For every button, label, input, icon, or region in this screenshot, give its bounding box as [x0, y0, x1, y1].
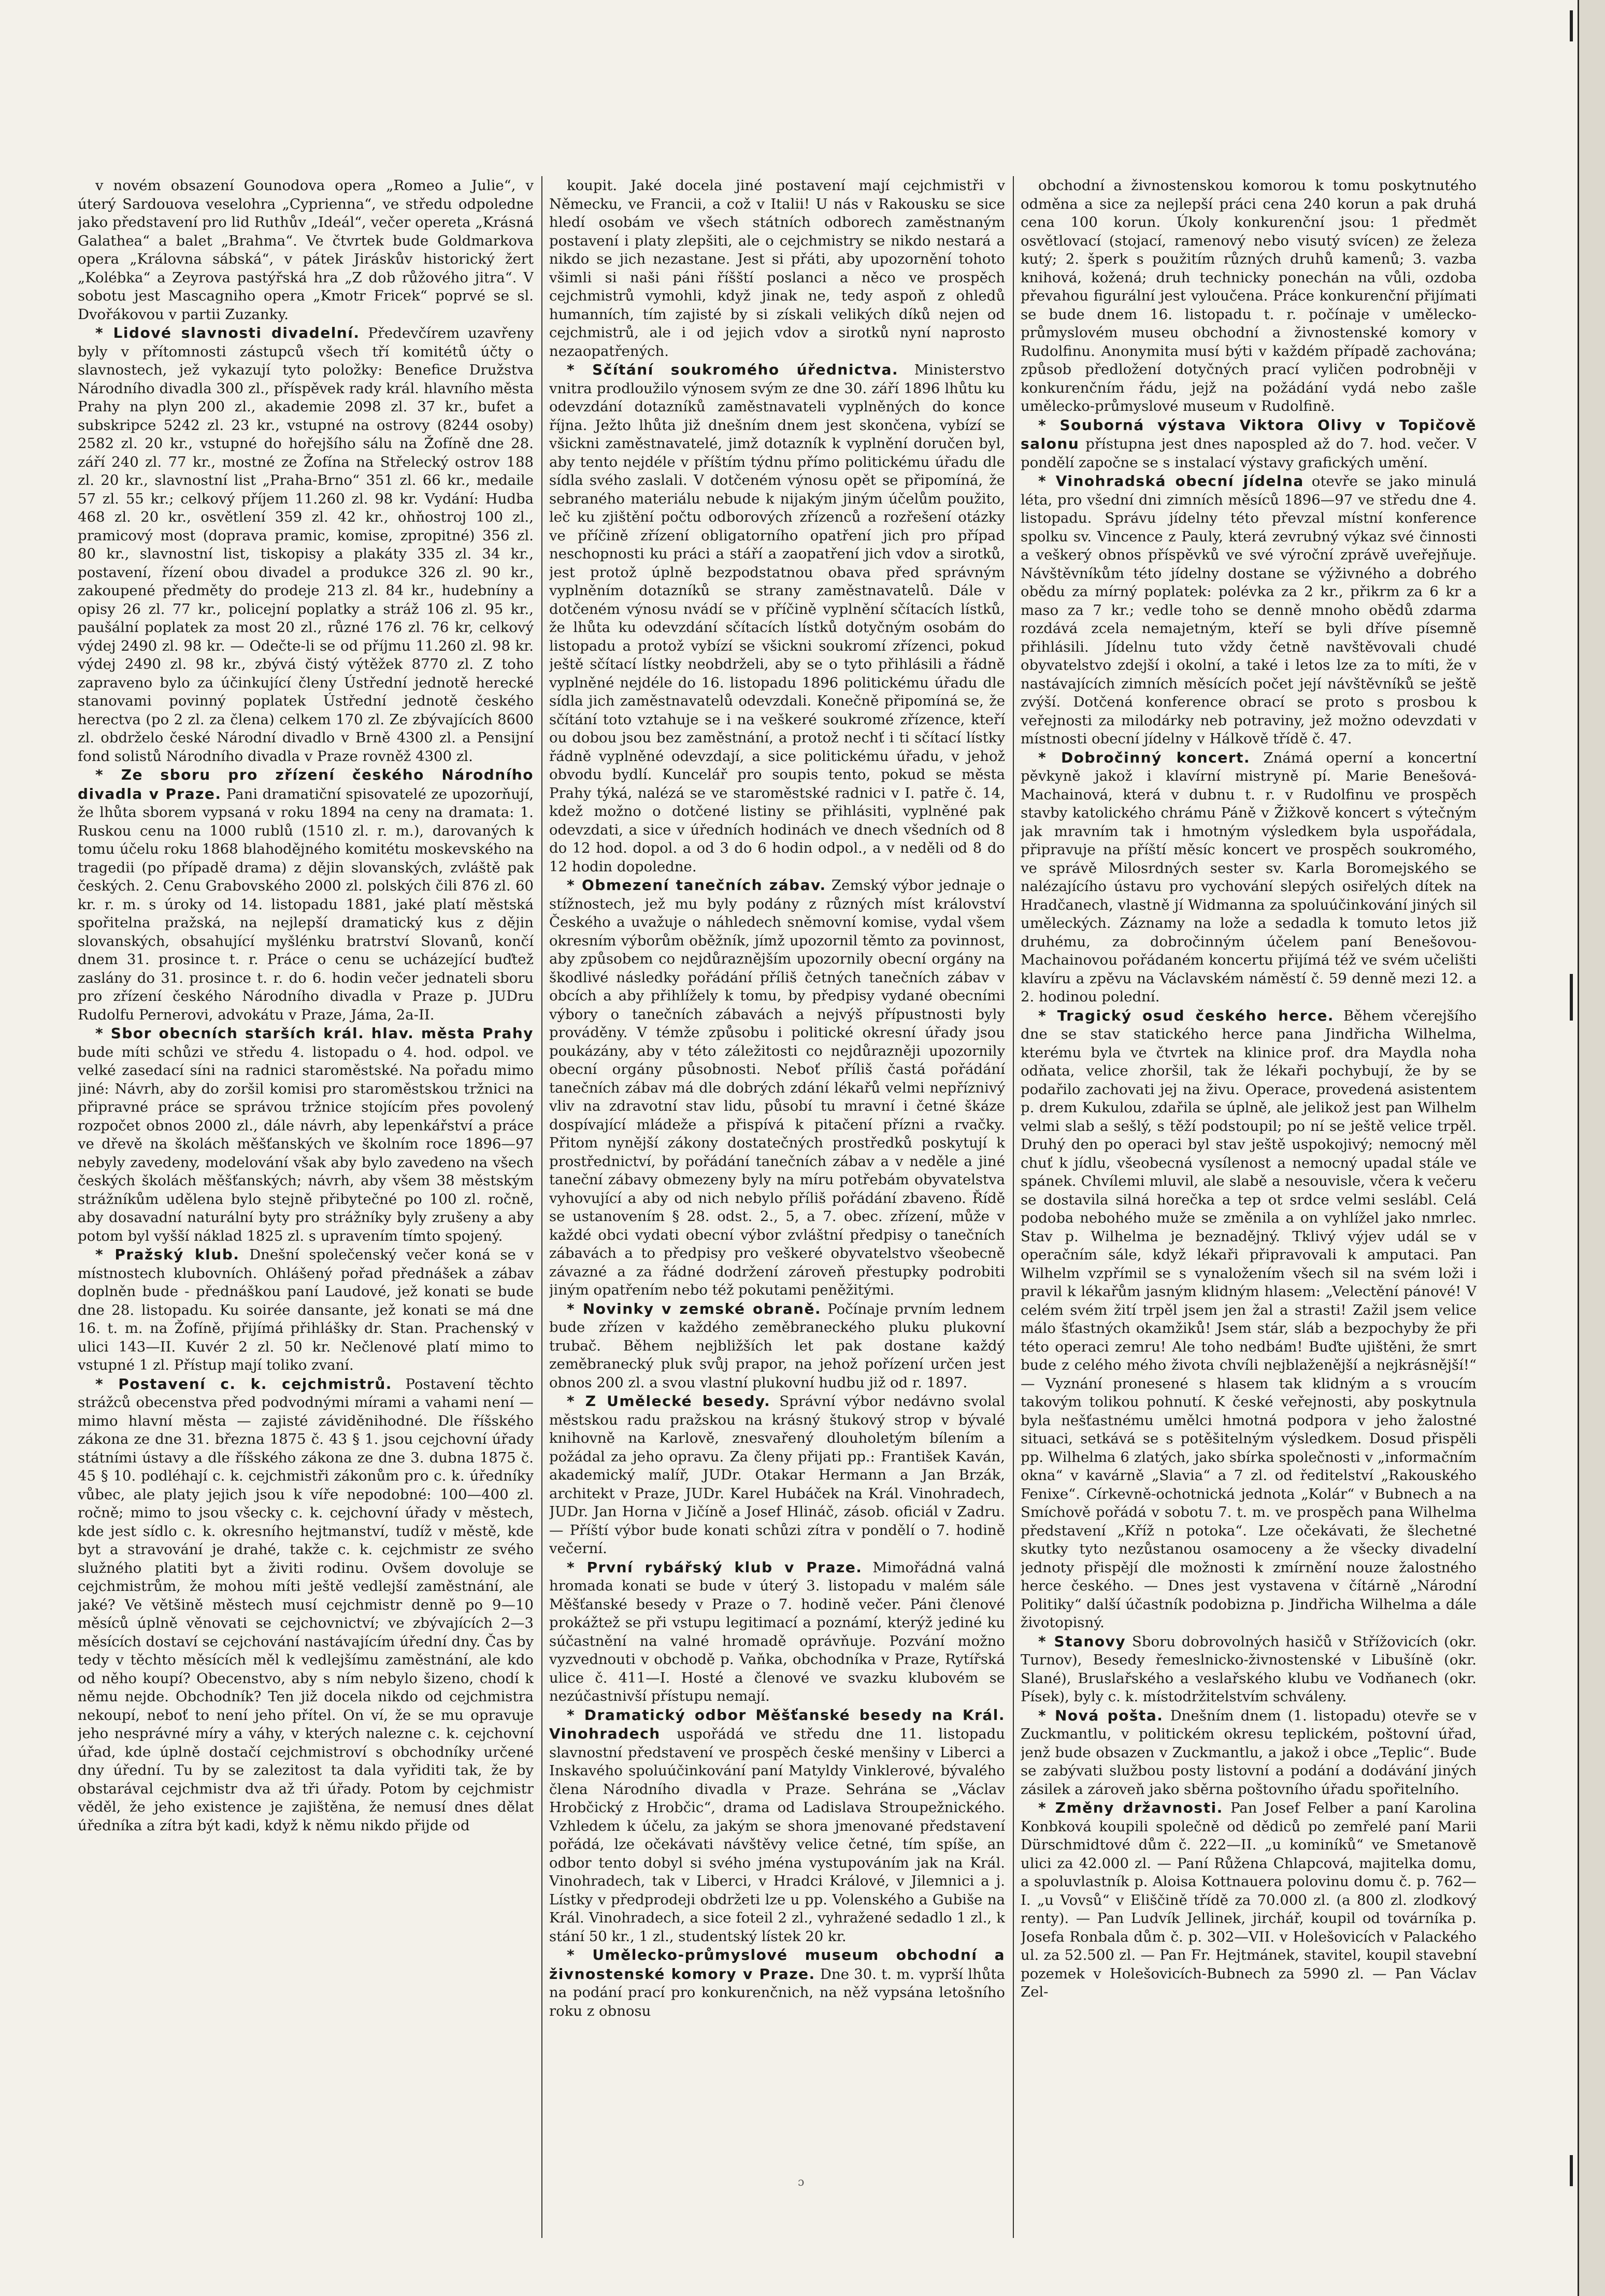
news-item-headline: * Postavení c. k. cejchmistrů. [95, 1375, 392, 1393]
news-item-text: bude míti schůzi ve středu 4. listopadu o 4. hod. odpol. ve velké zasedací síni na radnici staroměstské. Na pořadu mimo jiné: Návrh, aby do zoršil komisi pro staroměstskou tržnici na připravné práce se správou tržnice stojícím přes povolený rozpočet obnos 2000 zl., dále návrh, aby lepenkářství a práce ve dřevě na školách měšťanských ve školním roce 1896—97 nebyly zavedeny, modelování však aby bylo zavedeno na všech českých školách měšťanských; návrh, aby všem 38 městským strážníkům udělena bylo stejně přibytečné po 100 zl. ročně, aby dosavadní naturální byty pro strážníky byly zrušeny a aby potom byl vyšší náklad 1825 zl. s upravením tímto spojený. [78, 1043, 534, 1244]
news-item-text: koupit. Jaké docela jiné postavení mají cejchmistři v Německu, ve Francii, a což v Italii! U nás v Rakousku se sice hledí osobám ve všech státních odborech zaměstnaným postavení i platy zlepšiti, ale o cejchmistry se nikdo nestará a nikdo se jich nezastane. Jest si přáti, aby upozornění tohoto všimli si naši páni říšští poslanci a něco ve prospěch cejchmistrů vymohli, když jinak ne, tedy aspoň z ohledů humanních, tím zajisté by si získali velikých díků nejen od cejchmistrů, ale i od jejich vdov a sirotků nyní naprosto nezaopatřených. [549, 177, 1005, 360]
column-rule [541, 176, 542, 2238]
column-2 [549, 176, 1005, 2238]
news-item-text: Počínaje prvním lednem bude zřízen v každého zeměbraneckého pluku plukovní trubač. Během nejbližších let pak dostane každý zeměbranecký pluk svůj prapor, na jehož pořízení určen jest obnos 200 zl. a svou vlastní plukovní hudbu již od r. 1897. [549, 1300, 1005, 1391]
news-item-text: Známá operní a koncertní pěvkyně jakož i klavírní mistryně pí. Marie Benešová-Machainová, která v dubnu t. r. v Rudolfinu ve prospěch stavby katolického chrámu Páně v Žižkově koncert s výtečným jak mravním tak i hmotným výsledkem byla uspořádala, připravuje na příští měsíc koncert ve prospěch soukromého, ve správě Milosrdných sester sv. Karla Boromejského se nalézajícího ústavu pro vychování slepých osiřelých dítek na Hradčanech, vlastně jí Widmanna za spoluúčinkování jiných sil uměleckých. Záznamy na lože a sedadla k tomuto letos již druhému, za dobročinným účelem paní Benešovou-Machainovou pořádaném koncertu přijímá též ve svém učelišti klavíru a zpěvu na Václavském náměstí č. 59 denně mezi 12. a 2. hodinou polední. [1021, 749, 1477, 1005]
news-item-headline: * Souborná výstava Viktora Olivy v Topičově salonu [1021, 416, 1477, 452]
news-item-text: otevře se jako minulá léta, pro všední dni zimních měsíců 1896—97 ve středu dne 4. listopadu. Správu jídelny této převzal místní konference spolku sv. Vincence z Pauly, která zevrubný výkaz své činnosti a veškerý obnos příspěvků ve své výroční zprávě uveřejňuje. Návštěvníkům této jídelny dostane se výživného a dobrého obědu za mírný poplatek: polévka za 2 kr., přikrm za 6 kr a maso za 7 kr.; vedle toho se denně mnoho obědů zdarma rozdává zcela nemajetným, kteří se byli dříve písemně přihlásili. Jídelnu tuto vždy četně navštěvovali chudé obyvatelstvo zdejší i okolní, a také i letos lze za to míti, že v nastávajících zimních měsících počet její návštěvníků se ještě zvýší. Dotčená konference obrací se proto s prosbou k veřejnosti za milodárky neb potraviny, jež možno odevzdati v místnosti obecní jídelny v Hálkově třídě č. 47. [1021, 473, 1477, 747]
news-item [549, 1706, 1005, 1946]
news-item [549, 1392, 1005, 1558]
column-rule [1013, 176, 1014, 2238]
news-item-headline: * Tragický osud českého herce. [1038, 1007, 1334, 1024]
news-item [1021, 176, 1477, 416]
news-item-text: Správní výbor nedávno svolal městskou radu pražskou na krásný štukový strop v bývalé knihovně na Karlově, znesvařený dlouholetým bílením a požádal za jeho opravu. Za členy přijati pp.: František Kaván, akademický malíř, JUDr. Otakar Hermann a Jan Brzák, architekt v Praze, JUDr. Karel Hubáček na Král. Vinohradech, JUDr. Jan Horna v Jičíně a Josef Hlináč, zásob. oficiál v Zadru. — Příští výbor bude konati schůzi zítra v pondělí o 7. hodině večerní. [549, 1393, 1005, 1557]
scan-mark [1570, 974, 1573, 1021]
news-item [78, 176, 534, 324]
scan-mark [1570, 2155, 1573, 2186]
news-item-text: Mimořádná valná hromada konati se bude v úterý 3. listopadu v malém sále Měšťanské besedy v Praze o 7. hodině večer. Páni členové prokážtež se při vstupu legitimací a poznámí, kterýž jediné ku súčastnění na valné hromadě oprávňuje. Pozvání možno vyzvednouti v obchodě p. Vaňka, obchodníka v Praze, Rytířská ulice č. 411—I. Hosté a členové ve svazku klubovém se nezúčastnivší přístupu nemají. [549, 1559, 1005, 1704]
news-item-headline: * Změny državnosti. [1038, 1799, 1223, 1816]
news-item [549, 876, 1005, 1300]
news-item-text: Pani dramatiční spisovatelé ze upozorňují, že lhůta sborem vypsaná v roku 1894 na ceny na dramata: 1. Ruskou cenu na 1000 rublů (1510 zl. r. m.), darovaných k tomu účelu roku 1868 blahodějného komitétu moskevského na tragedii (po případě drama) z dějin slovanských, zvláště pak českých. 2. Cenu Grabovského 2000 zl. polských čili 876 zl. 60 kr. r. m. s úroky od 14. listopadu 1881, jaké platí městská spořitelna pražská, na nejlepší dramatický kus z dějin slovanských, obsahující myšlénku bratrství Slovanů, končí dnem 31. prosince t. r. Práce o cenu se ucházející buďtež zaslány do 31. prosince t. r. do 6. hodin večer jednateli sboru pro zřízení českého Národního divadla v Praze p. JUDru Rudolfu Pernerovi, advokátu v Praze, Jáma, 2a-II. [78, 785, 534, 1023]
news-item [1021, 472, 1477, 749]
news-item [549, 1300, 1005, 1393]
news-item-text: Dne 30. t. m. vyprší lhůta na podání prací pro konkurenčnich, na něž vypsána letošního roku z obnosu [549, 1965, 1005, 2019]
news-item-text: přístupna jest dnes napospled až do 7. hod. večer. V pondělí započne se s instalací výstavy grafických umění. [1021, 436, 1477, 471]
news-item [1021, 1799, 1477, 2002]
news-item-text: obchodní a živnostenskou komorou k tomu poskytnutého odměna a sice za nejlepší práci cena 240 korun a pak druhá cena 100 korun. Úkoly konkurenční jsou: 1 předmět osvětlovací (stojací, ramenový nebo visutý svícen) ze železa kutý; 2. šperk s použitím různých druhů kamenů; 3. vazba knihová, kožená; druh technicky ponechán na vůli, ozdoba převahou figurální jest vyloučena. Práce konkurenční přijímati se bude dnem 16. listopadu t. r. počínaje v umělecko-průmyslovém museu obchodní a živnostenské komory v Rudolfinu. Anonymita musí býti v každém případě zachována; způsob předložení dotyčných prací vyličen podrobněji v konkurenčním řádu, jejž na požádání vydá nebo zašle umělecko-průmyslové museum v Rudolfině. [1021, 177, 1477, 414]
news-item [549, 361, 1005, 876]
news-item [549, 1558, 1005, 1706]
news-item-headline: * Lidové slavnosti divadelní. [95, 324, 360, 341]
news-item-headline: * Dobročinný koncert. [1038, 749, 1251, 766]
news-item [549, 1946, 1005, 2020]
scan-edge-marks [1557, 0, 1573, 2296]
news-item-headline: * Novinky v zemské obraně. [567, 1300, 822, 1317]
scan-mark [1570, 10, 1573, 41]
news-item-headline: * Sčítání soukromého úřednictva. [567, 361, 899, 378]
column-3 [1021, 176, 1477, 2238]
news-item-text: Předevčírem uzavřeny byly v přítomnosti zástupců všech tří komitétů účty o slavnostech, jež vykazují tyto položky: Benefice Družstva Národního divadla 300 zl., příspěvek rady král. hlavního města Prahy na plyn 200 zl., akademie 2098 zl. 37 kr., bufet a subskripce 5242 zl. 23 kr., vstupné na ostrovy (8244 osoby) 2582 zl. 20 kr., vstupné do hořejšího sálu na Žofíně dne 28. září 240 zl. 77 kr., mostné ze Žofína na Střelecký ostrov 188 zl. 20 kr., slavnostní list „Praha-Brno“ 351 zl. 66 kr., medaile 57 zl. 55 kr.; celkový příjem 11.260 zl. 98 kr. Vydání: Hudba 468 zl. 20 kr., osvětlení 359 zl. 42 kr., ohňostroj 100 zl., pramicový most (doprava pramic, komise, zpropitné) 356 zl. 80 kr., slavnostní list, tiskopisy a plakáty 335 zl. 34 kr., postavení, řízení obou divadel a produkce 326 zl. 90 kr., zakoupené předměty do prodeje 213 zl. 84 kr., hudebníny a opisy 26 zl. 77 kr., policejní poplatky a stráž 106 zl. 95 kr., paušální poplatek za most 20 zl., různé 176 zl. 76 kr, celkový výdej 2490 zl. 98 kr. — Odečte-li se od příjmu 11.260 zl. 98 kr. výdej 2490 zl. 98 kr., zbývá čistý výtěžek 8770 zl. Z toho zapraveno bylo za účinkující členy Ústřední jednotě herecké stanovami povinný poplatek Ústřední jednotě českého herectva (po 2 zl. za člena) celkem 170 zl. Ze zbývajících 8600 zl. obdrželo české Národní divadlo v Brně 4300 zl. a Pensijní fond solistů Národního divadla v Praze rovněž 4300 zl. [78, 325, 534, 765]
news-item-headline: * Dramatický odbor Měšťanské besedy na Král. Vinohradech [549, 1706, 1005, 1742]
news-item-headline: * První rybářský klub v Praze. [567, 1558, 863, 1576]
news-item-headline: * Obmezení tanečních zábav. [567, 877, 826, 894]
news-item [78, 1375, 534, 1835]
news-item [1021, 1706, 1477, 1799]
news-item-headline: * Stanovy [1038, 1632, 1126, 1650]
scan-edge-right [1578, 0, 1605, 2296]
news-item [1021, 1632, 1477, 1706]
news-item-headline: * Pražský klub. [95, 1246, 240, 1263]
news-item [78, 1024, 534, 1245]
news-item-text: Během včerejšího dne se stav statického herce pana Jindřicha Wilhelma, kterému byla ve čtvrtek na klinice prof. dra Maydla noha odňata, velice zhoršil, tak že lékaři pochybují, že by se podařilo zachovati jej na živu. Operace, provedená asistentem p. drem Kukulou, zdařila se úplně, ale jelikož jest pan Wilhelm velmi slab a sešlý, s těží podstoupil; po ní se ještě velice trpěl. Druhý den po operaci byl stav ještě uspokojivý; nemocný měl chuť k jídlu, všeobecná vysílenost a nemocný upadal stále ve spánek. Chvílemi mluvil, ale slabě a nesouvisle, včera k večeru se dostavila silná horečka a tep ot srdce velmi seslábl. Celá podoba nebohého muže se změnila a on vyhlížel jako nmrlec. Stav p. Wilhelma je beznadějný. Tklivý výjev udál se v operačním sále, když lékaři připravovali k amputaci. Pan Wilhelm vzpřímil se s vynaložením všech sil na svém loži i pravil k lékařům jasným klidným hlasem: „Velectění pánové! V celém svém žití trpěl jsem jen žal a strasti! Zažil jsem velice málo šťastných okamžiků! Jsem stár, sláb a bezpochyby že při této operaci zemru! Ale toho nedbám! Buďte ujištěni, že smrt bude z celého mého života chvíli nejblaženější a nejkrásnější!“ — Vyznání pronesené s hlasem tak klidným a s vroucím takovým tolikou pohnutí. K české veřejnosti, aby poskytnula byla nešťastnému umělci hmotná podpora v jeho žalostné situaci, setkává se s potěšitelným výsledkem. Dosud přispěli pp. Wilhelma 6 zlatých, jako sbírka společnosti v „informačním okna“ v kavárně „Slavia“ a 7 zl. od ředitelství „Rakouského Fenixe“. Církevně-ochotnická jednota „Kolár“ v Bubnech a na Smíchově pořádá v sobotu 7. t. m. ve prospěch pana Wilhelma představení „Kříž n potoka“. Lze očekávati, že šlechetné skutky tyto nezůstanou osamoceny a že všecky divadelní jednoty přispějí dle možnosti k zmírnění nouze žalostného herce českého. — Dnes jest vystavena v čítárně „Národní Politiky“ další účastník podobizna p. Jindřicha Wilhelma a dále životopisný. [1021, 1007, 1477, 1631]
page-mark: ɔ [798, 2176, 805, 2189]
news-item [78, 1245, 534, 1375]
news-item-text: Dnešním dnem (1. listopadu) otevře se v Zuckmantlu, v politickém okresu teplickém, poštovní úřad, jenž bude obsazen v Zuckmantlu, a jakož i obce „Teplic“. Bude se zabývati službou posty listovní a podání a dodávání jiných zásilek a zároveň jako sběrna poštovního úřadu spořitelního. [1021, 1707, 1477, 1798]
news-item-headline: * Vinohradská obecní jídelna [1038, 472, 1304, 490]
news-item [78, 324, 534, 766]
news-item [549, 176, 1005, 361]
news-item-text: Dnešní společenský večer koná se v místnostech klubovních. Ohlášený pořad přednášek a zábav doplněn bude - přednáškou paní Laudové, jež konati se bude dne 28. listopadu. Ku soirée dansante, jež konati se má dne 16. t. m. na Žofíně, přijímá přihlášky dr. Stan. Prachenský v ulici 143—II. Kuvér 2 zl. 50 kr. Nečlenové platí mimo to vstupné 1 zl. Přístup mají toliko zvaní. [78, 1246, 534, 1373]
news-item [78, 766, 534, 1024]
news-item-text: Zemský výbor jednaje o stížnostech, jež mu byly podány z různých míst království Českého a uvažuje o náhledech sněmovní komise, vydal všem okresním výborům oběžník, jímž upozornil těmto za povinnost, aby způsobem co nejdůraznějším upozornily obecní orgány na škodlivé následky pořádání příliš četných tanečních zábav v obcích a aby přihlížely k tomu, by předpisy vydané obecními výbory o tanečních zábavách a nejvýš přípustnosti byly prováděny. V témže způsobu i politické okresní úřady jsou poukázány, aby v této záležitosti co nejdůrazněji upozornily obecní orgány působnosti. Neboť příliš častá pořádání tanečních zábav má dle dobrých zdání lékařů velmi nepříznivý vliv na zdravotní stav lidu, působí tu mravní i četné škáze dospívající mládeže a přispívá k pitačení přízni a rvačky. Přitom nynější zákony dostatečných prostředků poskytují k prostřednictví, by pořádání tanečních zábav a v neděle a jiné taneční zábavy obmezeny byly na míru potřebám obyvatelstva vyhovující a aby od nich nebylo příliš pořádání zbaveno. Řídě se ustanovením § 28. odst. 2., 5, a 7. obec. zřízení, může v každé obci vydati obecní výbor zvláštní předpisy o tanečních zábavách a to předpisy pro veškeré obyvatelstvo všeobecně závazné a za řádné dodržení zároveň přestupky podrobiti jiným opatřením nebo též pokutami peněžitými. [549, 877, 1005, 1298]
column-1 [78, 176, 534, 2238]
news-item-text: v novém obsazení Gounodova opera „Romeo a Julie“, v úterý Sardouova veselohra „Cyprienna“, ve středu odpoledne jako představení pro lid Ruthův „Ideál“, večer opereta „Krásná Galathea“ a balet „Brahma“. Ve čtvrtek bude Goldmarkova opera „Královna sábská“, v pátek Jiráskův historický žert „Kolébka“ a Zeyrova pastýřská hra „Z dob růžového jitra“. V sobotu jest Mascagniho opera „Kmotr Fricek“ poprvé se sl. Dvořákovou v partii Zuzanky. [78, 177, 534, 323]
news-item [1021, 749, 1477, 1007]
news-item-text: Ministerstvo vnitra prodloužilo výnosem svým ze dne 30. září 1896 lhůtu ku odevzdání dotazníků zaměstnavateli vyplněných do konce října. Ježto lhůta již dnešním dnem jest skončena, vybízí se všickni zaměstnavatelé, jimž dotazník k vyplnění doručen byl, aby tento nejdéle v příštím týdnu přímo politickému úřadu dle sídla svého zaslali. V dotčeném výnosu opět se připomíná, že sebraného materiálu nebude k nijakým jiným účelům použito, leč ku zjištění počtu odborových zřízenců a rozřešení otázky ve příčině zřízení obligatorního opatření jich pro případ neschopnosti ku práci a stáří a zaopatření jich vdov a sirotků, jest protož úplně bezpodstatnou obava před správným vyplněním dotazníků se strany zaměstnavatelů. Dále v dotčeném výnosu nvádí se v příčině vyplnění sčítacích lístků, že lhůta ku odevzdání sčítacích lístků dotyčným osobám do listopadu a protož vybízí se všickni soukromí zřízenci, pokud ještě sčítací lístky neobdrželi, aby se o tyto přihlásili a řádně vyplněné nejdéle do 16. listopadu 1896 politickému úřadu dle sídla jich zaměstnavatelů odevzdali. Konečně připomíná se, že sčítání toto vztahuje se i na veškeré soukromé zřízence, kteří ou dobou jsou bez zaměstnání, a protož nechť i ti sčítací lístky řádně vyplněné odevzdají, a sice politickému úřadu, v jehož obvodu bydlí. Kuncelář pro soupis tento, pokud se města Prahy týká, nalézá se ve staroměstské radnici v I. patře č. 14, kdež možno o dotčené listiny se přihlásiti, vyplněné pak odevzdati, a sice v úředních hodinách ve dnech všedních od 8 do 12 hod. dopol. a od 3 do 6 hodin odpol., a v neděli od 8 do 12 hodin dopoledne. [549, 362, 1005, 875]
news-item-headline: * Z Umělecké besedy. [567, 1393, 771, 1410]
news-item-text: Sboru dobrovolných hasičů v Střížovicích (okr. Turnov), Besedy řemeslnicko-živnostenské v Libušíně (okr. Slané), Bruslařského a veslařského klubu ve Vodňanech (okr. Písek), byly c. k. místodržitelstvím schváleny. [1021, 1633, 1477, 1705]
news-item-text: Postavení těchto strážců obecenstva před podvodnými mírami a vahami není — mimo hlavní města — zajisté záviděnihodné. Dle říšského zákona ze dne 31. března 1875 č. 43 § 1. jsou cejchovní úřady státními ústavy a dle říšského zákona ze dne 3. dubna 1875 č. 45 § 10. podléhají c. k. cejchmistři zákonům pro c. k. úředníky vůbec, ale platy jejich jsou k víře nepodobné: 100—400 zl. ročně; mimo to jsou všecky c. k. cejchovní úřady v městech, kde jest sídlo c. k. okresního hejtmanství, tudíž v městě, kde byt a stravování je drahé, takže c. k. cejchmistr ze svého služného platiti byt a živiti rodinu. Ovšem dovoluje se cejchmistrům, že mohou míti ještě vedlejší zaměstnání, ale jaké? Ve většině městech musí cejchmistr denně po 9—10 měsíců úplně věnovati se cejchovnictví; ve zbývajících 2—3 měsících dostaví se cejchování nastávajícím úřední dny. Čas by tedy v těchto měsících měl k vedlejšímu zaměstnání, ale kdo od něho koupí? Obecenstvo, aby s ním nebylo šizeno, chodí k němu nejde. Obchodník? Ten již docela nikdo od cejchmistra nekoupí, neboť to není jeho přítel. On ví, že se mu opravuje jeho nesprávné míry a váhy, v kterých nalezne c. k. cejchovní úřad, kde úplně dostačí cejchmistroví s obchodníky určené dny úřední. Tu by se zalezitost ta dala vyřiditi tak, že by obstarával cejchmistr dva až tři úřady. Potom by cejchmistr věděl, že jeho existence je zajištěna, že nemusí dnes dělat úředníka a zítra být kadi, když k němu nikdo přijde od [78, 1375, 534, 1834]
news-item-text: uspořádá ve středu dne 11. listopadu slavnostní představení ve prospěch české menšiny v Liberci a Inskavého spoluúčinkování paní Matyldy Vinklerové, bývalého člena Národního divadla v Praze. Sehrána se „Václav Hrobčický z Hrobčic“, drama od Ladislava Stroupežnického. Vzhledem k účelu, za jakým se shora jmenované představení pořádá, lze očekávati návštěvy velice četné, tím spíše, an odbor tento dobyl si svého jména vystupováním jak na Král. Vinohradech, tak v Liberci, v Hradci Králové, v Jilemnici a j. Lístky v předprodeji obdržeti lze u pp. Volenského a Gubiše na Král. Vinohradech, a sice foteil 2 zl., vyhražené sedadlo 1 zl., k stání 50 kr., 1 zl., studentský lístek 20 kr. [549, 1726, 1005, 1945]
newspaper-page [78, 176, 1523, 2238]
news-item [1021, 1007, 1477, 1632]
news-item-headline: * Sbor obecních starších král. hlav. města Prahy [95, 1025, 534, 1042]
news-item-headline: * Umělecko-průmyslové museum obchodní a živnostenské komory v Praze. [549, 1946, 1005, 1983]
news-item [1021, 416, 1477, 472]
news-item-headline: * Ze sboru pro zřízení českého Národního divadla v Praze. [78, 766, 534, 802]
news-item-text: Pan Josef Felber a paní Karolina Konbková koupili společně od dědiců po zemřelé paní Marii Dürschmidtové dům č. 222—II. „u kominíků“ ve Smetanově ulici za 42.000 zl. — Paní Růžena Chlapcová, majitelka domu, a spoluvlastník p. Aloisa Kottnauera polovinu domu č. p. 762—I. „u Vovsů“ v Eliščině třídě za 70.000 zl. (a 800 zl. zlodkový renty). — Pan Ludvík Jellinek, jirchář, koupil od továrníka p. Josefa Ronbala dům č. p. 302—VII. v Holešovicích v Palackého ul. za 52.500 zl. — Pan Fr. Hejtmánek, stavitel, koupil stavební pozemek v Holešovicích-Bubnech za 5990 zl. — Pan Václav Zel- [1021, 1800, 1477, 2000]
news-item-headline: * Nová pošta. [1038, 1706, 1164, 1724]
